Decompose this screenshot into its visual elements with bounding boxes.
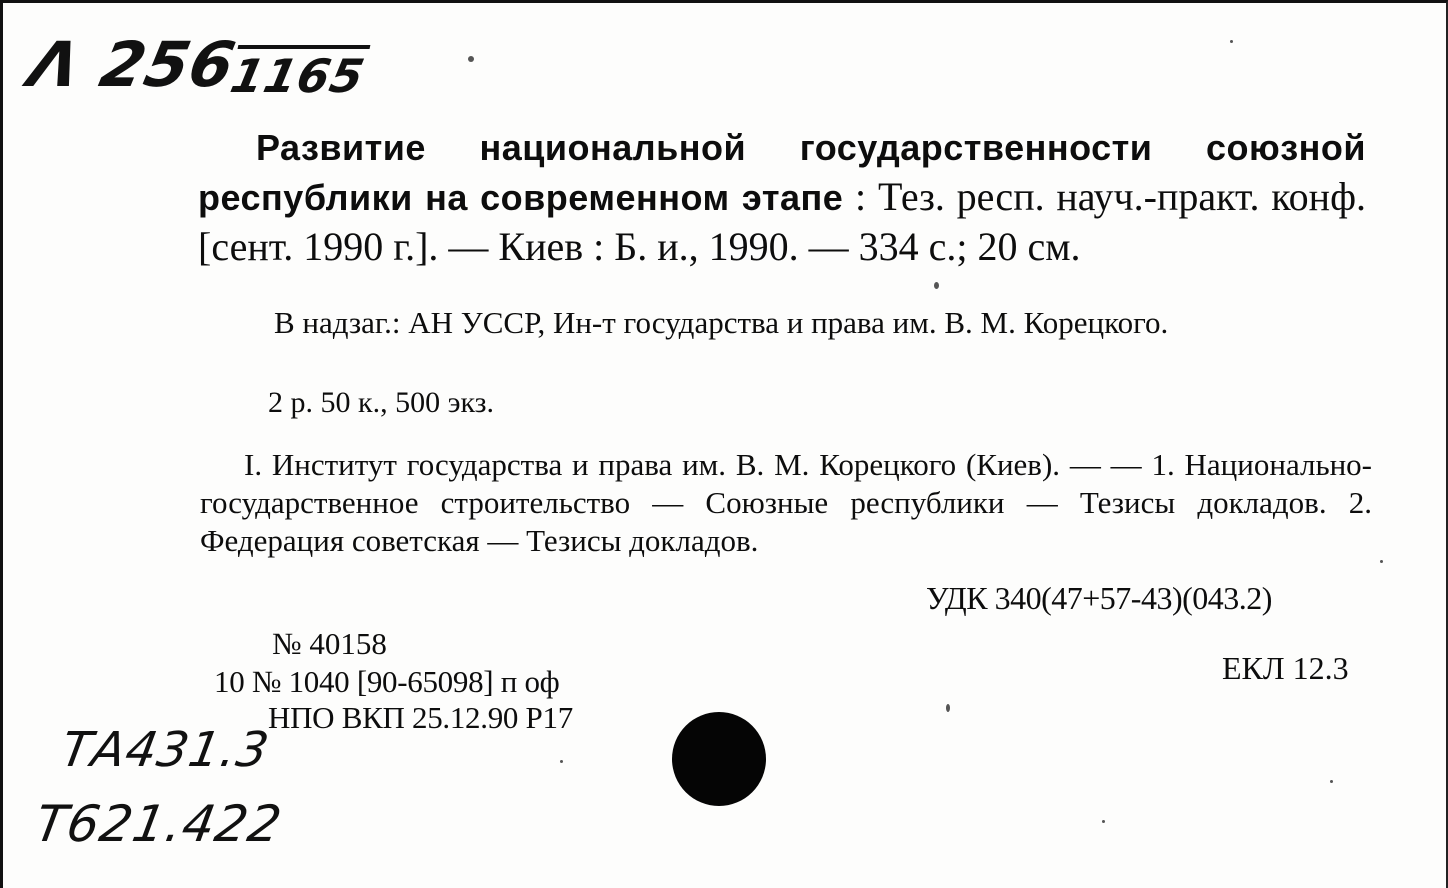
scan-speck xyxy=(1330,780,1333,783)
handwritten-shelf-mark xyxy=(22,28,374,103)
shelf-mark-secondary: 1165 xyxy=(226,49,370,103)
header-note: В надзаг.: АН УССР, Ин-т государства и права им. В. М. Корецкого. xyxy=(274,305,1169,340)
price-and-print-run: 2 р. 50 к., 500 экз. xyxy=(268,386,494,419)
shelf-mark-primary: Λ 256 xyxy=(22,28,242,101)
publication-details: : Тез. респ. науч.-практ. конф. [сент. 1990 г.]. — Киев : Б. и., 1990. — 334 с.; 20 см. xyxy=(198,174,1367,269)
handwritten-class-code-1: ТА431.3 xyxy=(57,722,274,778)
scan-speck xyxy=(1102,820,1105,823)
scan-speck xyxy=(560,760,563,763)
scan-speck xyxy=(468,56,474,62)
scan-speck xyxy=(1380,560,1383,563)
ekl-index: ЕКЛ 12.3 xyxy=(1222,650,1349,686)
registration-number: № 40158 xyxy=(272,626,387,661)
scan-speck xyxy=(1230,40,1233,43)
publisher-imprint: НПО ВКП 25.12.90 Р17 xyxy=(268,700,573,735)
scan-speck xyxy=(946,704,950,712)
bibliographic-description xyxy=(198,122,1366,271)
subject-headings: I. Институт государства и права им. В. М. Корецкого (Киев). — — 1. Национально-государственное строительство — Союзные республики — Тезисы докладов. 2. Федерация советская — Тезисы докладов. xyxy=(200,447,1372,558)
handwritten-class-code-2: Т621.422 xyxy=(30,795,287,853)
punch-hole xyxy=(672,712,766,806)
udc-index: УДК 340(47+57-43)(043.2) xyxy=(926,580,1272,616)
order-number: 10 № 1040 [90-65098] п оф xyxy=(214,664,560,699)
scan-speck xyxy=(934,282,939,289)
book-title: Развитие национальной государственности союзной республики на современном этапе xyxy=(198,127,1366,218)
